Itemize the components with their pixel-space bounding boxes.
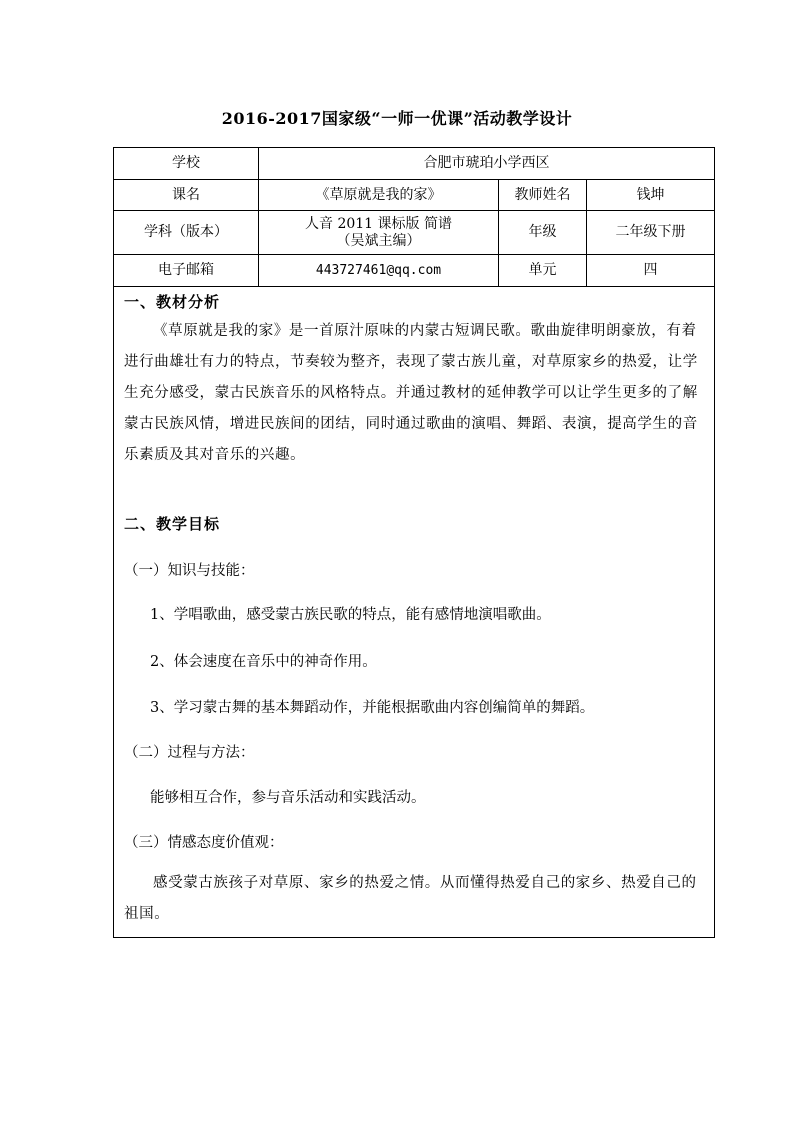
email-row — [114, 255, 714, 287]
grade-label: 年级 — [499, 211, 587, 254]
subject-value — [259, 211, 499, 254]
grade-value: 二年级下册 — [615, 224, 686, 240]
teacher-label: 教师姓名 — [499, 180, 587, 210]
objective-item-2: 2、体会速度在音乐中的神奇作用。 — [150, 654, 377, 670]
lesson-design-table — [113, 147, 715, 938]
email-label: 电子邮箱 — [114, 255, 259, 286]
teacher-value: 钱坤 — [636, 186, 665, 203]
unit-label: 单元 — [499, 255, 587, 286]
process-item: 能够相互合作，参与音乐活动和实践活动。 — [150, 790, 426, 806]
email-value: 443727461@qq.com — [259, 255, 499, 286]
course-row — [114, 180, 714, 211]
section1-paragraph: 《草原就是我的家》是一首原汁原味的内蒙古短调民歌。歌曲旋律明朗豪放，有着进行曲雄壮有力的特点，节奏较为整齐，表现了蒙古族儿童，对草原家乡的热爱，让学生充分感受，蒙古民族音乐的风格特点。并通过教材的延伸教学可以让学生更多的了解蒙古民族风情，增进民族间的团结，同时通过歌曲的演唱、舞蹈、表演，提高学生的音乐素质及其对音乐的兴趣。 — [124, 323, 698, 463]
school-value: 合肥市琥珀小学西区 — [423, 155, 550, 171]
emotion-subheading: （三）情感态度价值观： — [124, 835, 284, 851]
unit-value: 四 — [643, 262, 658, 278]
subject-row — [114, 211, 714, 255]
section2-heading: 二、教学目标 — [124, 515, 221, 533]
process-subheading: （二）过程与方法： — [124, 745, 255, 761]
subject-value-line1: 人音 2011 课标版 简谱 — [305, 215, 452, 232]
section1-heading: 一、教材分析 — [124, 293, 221, 311]
school-row — [114, 148, 714, 180]
objective-item-1: 1、学唱歌曲，感受蒙古族民歌的特点，能有感情地演唱歌曲。 — [150, 607, 551, 623]
emotion-paragraph: 感受蒙古族孩子对草原、家乡的热爱之情。从而懂得热爱自己的家乡、热爱自己的祖国。 — [124, 875, 697, 922]
school-label: 学校 — [114, 148, 259, 179]
objective-item-3: 3、学习蒙古舞的基本舞蹈动作，并能根据歌曲内容创编简单的舞蹈。 — [150, 700, 595, 716]
course-value: 《草原就是我的家》 — [259, 180, 499, 210]
subject-value-line2: （吴斌主编） — [336, 232, 421, 249]
subject-label: 学科（版本） — [114, 211, 259, 254]
course-label: 课名 — [114, 180, 259, 210]
lesson-content — [114, 287, 714, 937]
document-title: 2016-2017国家级“一师一优课”活动教学设计 — [221, 109, 573, 128]
knowledge-subheading: （一）知识与技能： — [124, 563, 255, 579]
